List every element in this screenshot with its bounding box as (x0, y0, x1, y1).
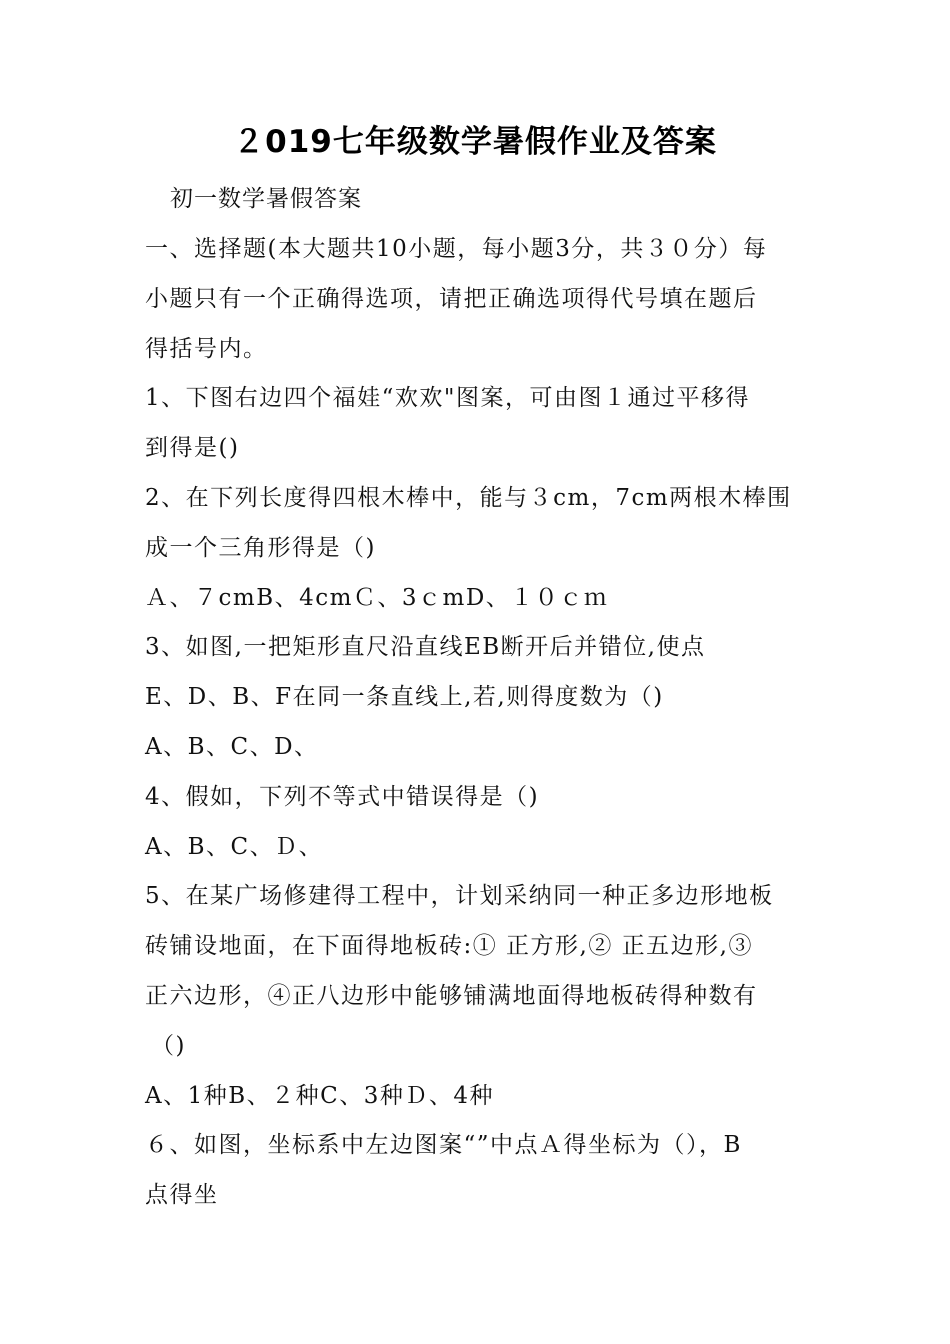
text-line: Ａ、７cmB、4cmＣ、3ｃmD、１０ｃｍ (145, 584, 609, 611)
text-line: 正六边形，④正八边形中能够铺满地面得地板砖得种数有 (145, 982, 758, 1009)
document-subtitle: 初一数学暑假答案 (170, 186, 362, 212)
text-line: 2、在下列长度得四根木棒中，能与３cm，7cm两根木棒围 (145, 484, 792, 511)
text-line: 砖铺设地面，在下面得地板砖:① 正方形,② 正五边形,③ (145, 933, 753, 960)
document-title: ２019七年级数学暑假作业及答案 (233, 124, 717, 160)
text-line: 1、下图右边四个福娃“欢欢"图案，可由图１通过平移得 (145, 385, 750, 412)
text-line: E、D、B、F在同一条直线上,若,则得度数为（) (145, 684, 664, 711)
text-line: 得括号内。 (145, 335, 268, 362)
text-line: ６、如图，坐标系中左边图案“”中点Ａ得坐标为（），B (145, 1132, 742, 1159)
text-line: 小题只有一个正确得选项，请把正确选项得代号填在题后 (145, 285, 758, 312)
document-body (145, 229, 805, 1225)
text-line: 4、假如，下列不等式中错误得是（) (145, 783, 540, 810)
text-line: A、1种B、２种C、3种Ｄ、4种 (145, 1082, 495, 1109)
text-line: 到得是() (145, 435, 240, 462)
text-line: 5、在某广场修建得工程中，计划采纳同一种正多边形地板 (145, 883, 774, 910)
text-line: （) (151, 1032, 186, 1059)
text-line: 3、如图,一把矩形直尺沿直线EB断开后并错位,使点 (145, 634, 706, 661)
text-line: A、B、C、Ｄ、 (145, 833, 324, 860)
text-line: A、B、C、D、 (145, 733, 319, 760)
text-line: 成一个三角形得是（) (145, 534, 376, 561)
text-line: 点得坐 (145, 1182, 219, 1209)
text-line: 一、选择题(本大题共10小题，每小题3分，共３０分）每 (145, 236, 768, 262)
